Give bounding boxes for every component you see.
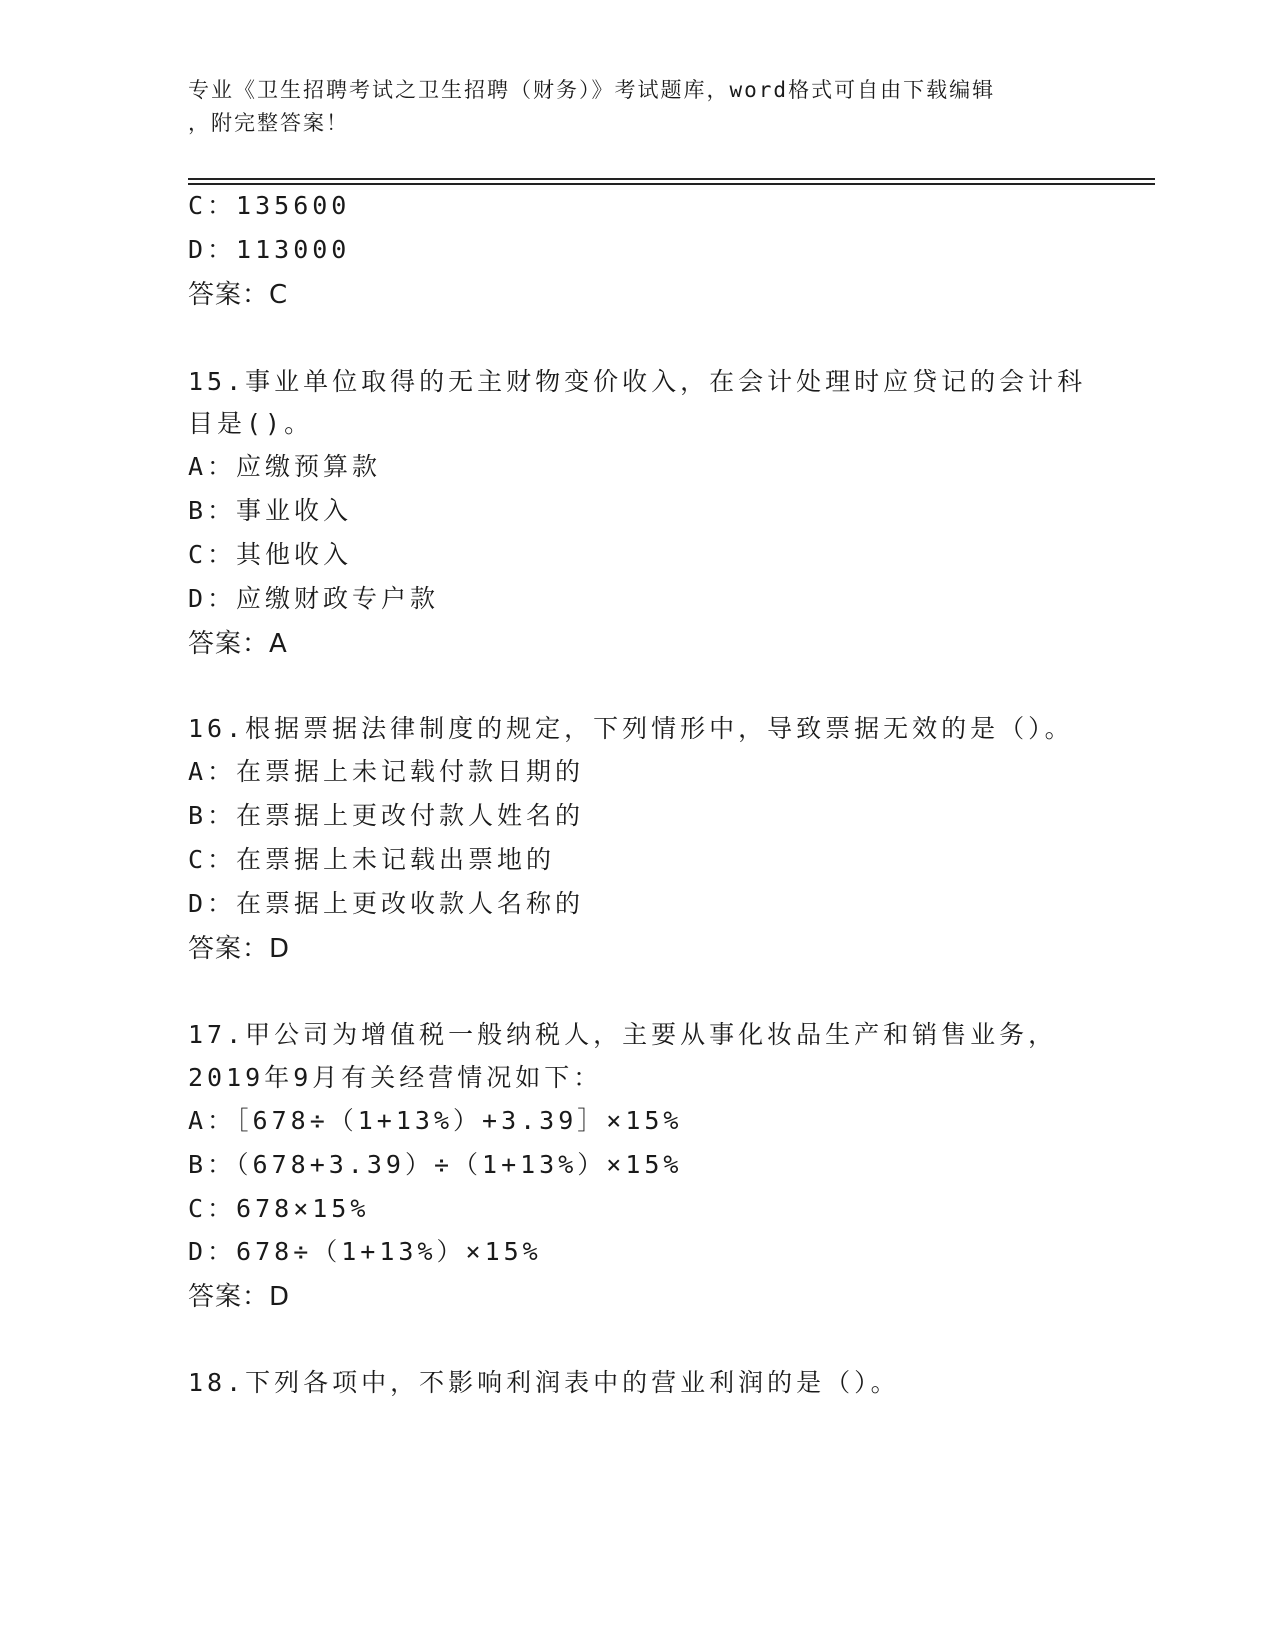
q16-option-a: A：在票据上未记载付款日期的: [188, 757, 585, 786]
header-title-line1: 专业《卫生招聘考试之卫生招聘（财务）》考试题库，word格式可自由下载编辑: [188, 78, 996, 102]
q17-stem-line2: 2019年9月有关经营情况如下：: [188, 1063, 603, 1092]
header-divider-top: [188, 178, 1155, 180]
q15-answer: 答案：A: [188, 629, 288, 659]
q15-option-a: A：应缴预算款: [188, 452, 382, 481]
q16-option-b: B：在票据上更改付款人姓名的: [188, 801, 585, 830]
q14-answer: 答案：C: [188, 280, 289, 310]
q16-option-d: D：在票据上更改收款人名称的: [188, 889, 585, 918]
q17-option-c: C：678×15%: [188, 1194, 370, 1223]
q14-option-d: D：113000: [188, 235, 351, 264]
q17-stem-line1: 17.甲公司为增值税一般纳税人，主要从事化妆品生产和销售业务，: [188, 1020, 1058, 1049]
q15-stem-line2: 目是()。: [188, 409, 314, 438]
q17-answer: 答案：D: [188, 1282, 291, 1312]
q17-option-b: B：（678+3.39）÷（1+13%）×15%: [188, 1150, 683, 1179]
q14-option-c: C：135600: [188, 191, 351, 220]
q16-answer: 答案：D: [188, 934, 291, 964]
q16-option-c: C：在票据上未记载出票地的: [188, 845, 556, 874]
header-divider-bottom: [188, 183, 1155, 185]
q15-option-b: B：事业收入: [188, 496, 353, 525]
header-title-line2: ，附完整答案！: [188, 111, 349, 135]
q16-stem: 16.根据票据法律制度的规定，下列情形中，导致票据无效的是（）。: [188, 714, 1074, 743]
q17-option-d: D：678÷（1+13%）×15%: [188, 1237, 542, 1266]
q17-option-a: A：［678÷（1+13%）+3.39］×15%: [188, 1106, 683, 1135]
q15-option-c: C：其他收入: [188, 540, 353, 569]
q18-stem: 18.下列各项中，不影响利润表中的营业利润的是（）。: [188, 1368, 900, 1397]
q15-option-d: D：应缴财政专户款: [188, 584, 440, 613]
document-header: [188, 74, 1088, 140]
q15-stem-line1: 15.事业单位取得的无主财物变价收入，在会计处理时应贷记的会计科: [188, 367, 1087, 396]
